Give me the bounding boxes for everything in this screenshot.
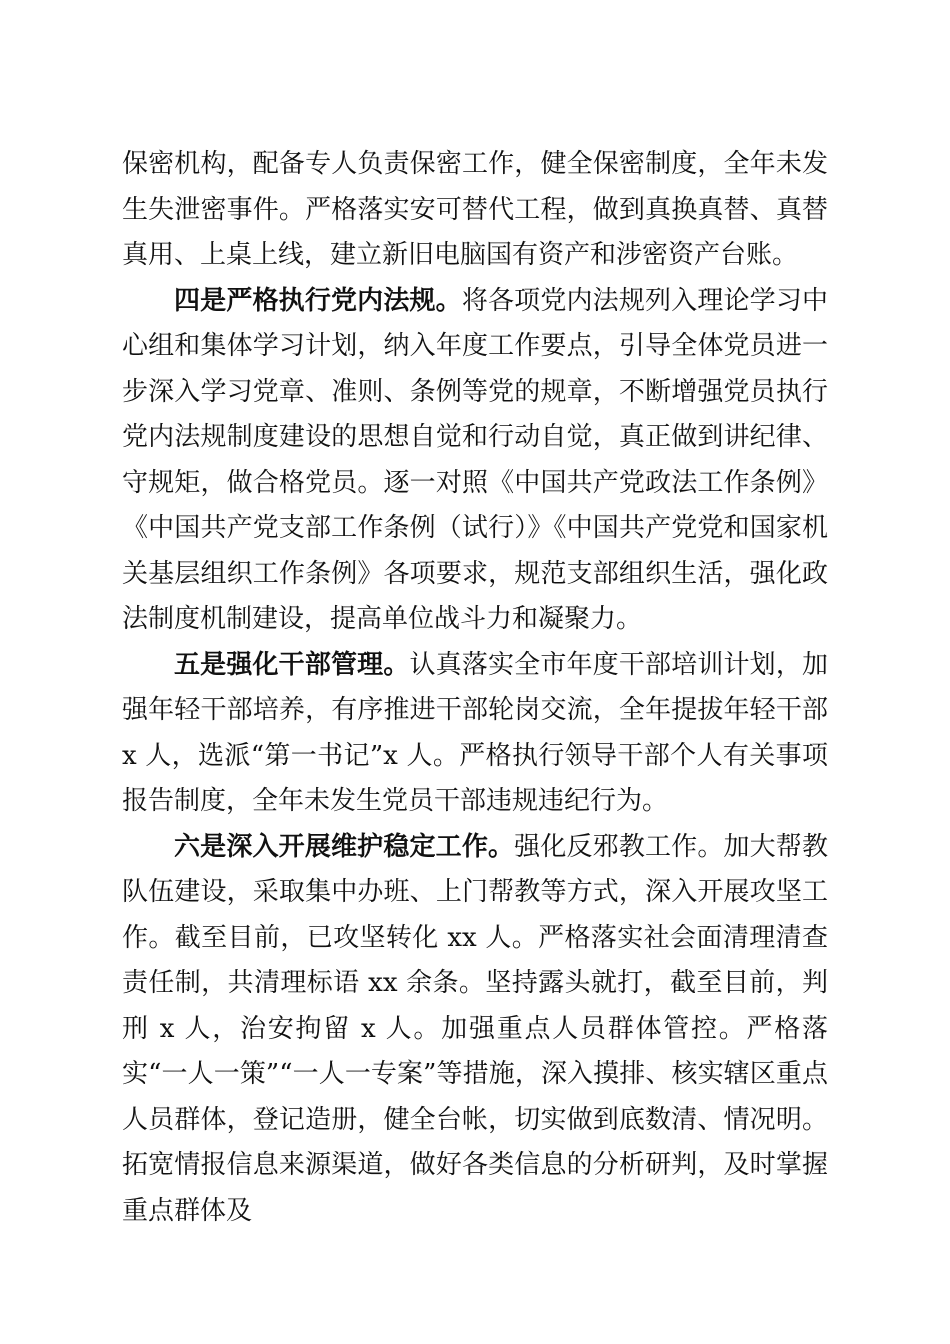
- paragraph-1-text: 保密机构，配备专人负责保密工作，健全保密制度，全年未发生失泄密事件。严格落实安可替代工程，做到真换真替、真替真用、上桌上线，建立新旧电脑国有资产和涉密资产台账。: [122, 149, 828, 270]
- paragraph-4-text: 强化反邪教工作。加大帮教队伍建设，采取集中办班、上门帮教等方式，深入开展攻坚工作。截至目前，已攻坚转化 xx 人。严格落实社会面清理清查责任制，共清理标语 xx 余条。坚持露头就打，截至目前，判刑 x 人，治安拘留 x 人。加强重点人员群体管控。严格落实“一人一策”“一人一专案”等措施，深入摸排、核实辖区重点人员群体，登记造册，健全台帐，切实做到底数清、情况明。拓宽情报信息来源渠道，做好各类信息的分析研判，及时掌握重点群体及: [122, 831, 828, 1226]
- paragraph-3-text: 认真落实全市年度干部培训计划，加强年轻干部培养，有序推进干部轮岗交流，全年提拔年轻干部 x 人，选派“第一书记”x 人。严格执行领导干部个人有关事项报告制度，全年未发生党员干部违规违纪行为。: [122, 649, 828, 816]
- paragraph-2-lead: 四是严格执行党内法规。: [174, 285, 462, 316]
- paragraph-4: [122, 825, 828, 1235]
- paragraph-3-lead: 五是强化干部管理。: [174, 649, 410, 680]
- paragraph-3: [122, 643, 828, 825]
- document-body: [122, 142, 828, 1234]
- paragraph-2-text: 将各项党内法规列入理论学习中心组和集体学习计划，纳入年度工作要点，引导全体党员进一步深入学习党章、准则、条例等党的规章，不断增强党员执行党内法规制度建设的思想自觉和行动自觉，真正做到讲纪律、守规矩，做合格党员。逐一对照《中国共产党政法工作条例》《中国共产党支部工作条例（试行）》《中国共产党党和国家机关基层组织工作条例》各项要求，规范支部组织生活，强化政法制度机制建设，提高单位战斗力和凝聚力。: [122, 285, 828, 634]
- paragraph-2: [122, 279, 828, 643]
- paragraph-1: [122, 142, 828, 279]
- paragraph-4-lead: 六是深入开展维护稳定工作。: [174, 831, 515, 862]
